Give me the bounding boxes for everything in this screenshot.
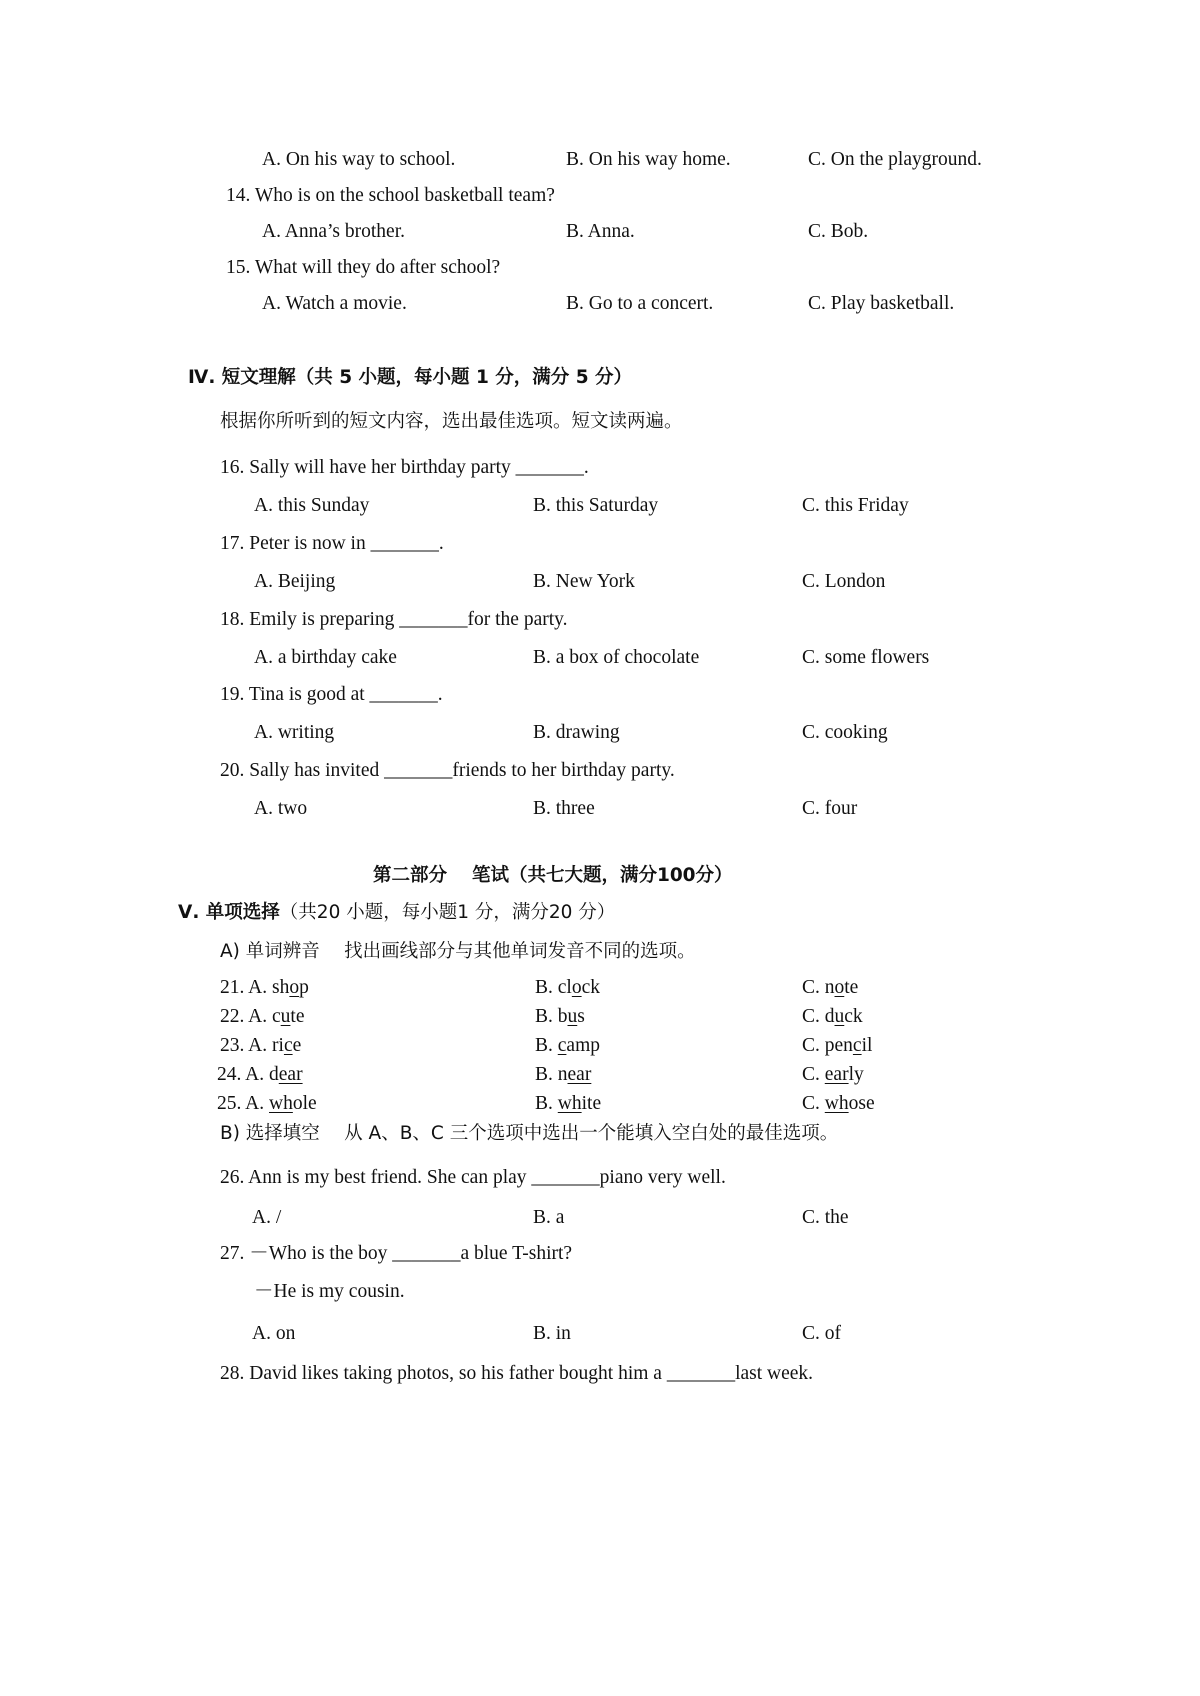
part-2-title: 第二部分 笔试（共七大题，满分100分） [373,865,733,886]
option-27a: A. on [252,1323,296,1344]
option-20c: C. four [802,798,858,819]
option-13b: B. On his way home. [566,149,731,170]
option-27c: C. of [802,1323,841,1344]
pre: B. n [535,1064,568,1085]
num: 23. A. [220,1035,268,1056]
option-26c: C. the [802,1207,849,1228]
phonetics-25a [217,1094,317,1114]
num: 24. A. [217,1064,265,1085]
question-19: 19. Tina is good at _______. [220,684,443,705]
question-28: 28. David likes taking photos, so his father bought him a _______last week. [220,1363,814,1384]
underlined: o [834,977,845,998]
pre: sh [272,977,290,998]
pre: B. b [535,1006,568,1027]
question-26: 26. Ann is my best friend. She can play _______piano very well. [220,1167,726,1188]
underlined: wh [269,1093,293,1114]
pre: ri [272,1035,284,1056]
option-15b: B. Go to a concert. [566,293,714,314]
pre: B. cl [535,977,572,998]
option-18b: B. a box of chocolate [533,647,700,668]
pre: C. pen [802,1035,853,1056]
option-16a: A. this Sunday [254,495,370,516]
pre: B. [535,1093,558,1114]
post: s [577,1006,585,1027]
option-26a: A. / [252,1207,282,1228]
underlined: c [852,1035,862,1056]
option-18a: A. a birthday cake [254,647,397,668]
option-19c: C. cooking [802,722,888,743]
option-13c: C. On the playground. [808,149,982,170]
pre: d [269,1064,279,1085]
option-20b: B. three [533,798,595,819]
phonetics-24c [802,1065,864,1085]
option-15c: C. Play basketball. [808,293,955,314]
section-5-heading-bold: Ⅴ. 单项选择 [178,902,280,923]
post: ck [581,977,600,998]
question-27: 27. －Who is the boy _______a blue T-shirt? [220,1243,573,1264]
underlined: o [289,977,300,998]
phonetics-22b [535,1007,585,1027]
post: ly [848,1064,864,1085]
underlined: u [280,1006,291,1027]
post: ole [292,1093,317,1114]
phonetics-21a [220,978,309,998]
section-5-heading [178,904,615,923]
post: il [861,1035,873,1056]
post: p [299,977,309,998]
post: e [292,1035,302,1056]
question-27-reply: －He is my cousin. [254,1281,405,1302]
phonetics-24b [535,1065,591,1085]
question-17: 17. Peter is now in _______. [220,533,444,554]
post: te [844,977,859,998]
underlined: ear [824,1064,849,1085]
phonetics-23c [802,1036,872,1056]
phonetics-24a [217,1065,303,1085]
phonetics-25c [802,1094,875,1114]
pre: c [272,1006,281,1027]
section-4-instruction: 根据你所听到的短文内容，选出最佳选项。短文读两遍。 [220,411,683,432]
option-20a: A. two [254,798,308,819]
option-13a: A. On his way to school. [262,149,456,170]
option-14b: B. Anna. [566,221,635,242]
underlined: c [283,1035,293,1056]
pre: B. [535,1035,558,1056]
num: 21. A. [220,977,268,998]
option-14c: C. Bob. [808,221,869,242]
pre: C. n [802,977,835,998]
underlined: u [567,1006,578,1027]
cloze-instruction: B) 选择填空 从 A、B、C 三个选项中选出一个能填入空白处的最佳选项。 [220,1123,839,1144]
question-18: 18. Emily is preparing _______for the party. [220,609,568,630]
section-5-heading-rest: （共20 小题，每小题1 分，满分20 分） [279,902,616,923]
pre: C. [802,1093,825,1114]
phonetics-instruction: A) 单词辨音 找出画线部分与其他单词发音不同的选项。 [220,941,696,962]
pre: C. [802,1064,825,1085]
phonetics-21c [802,978,858,998]
post: te [290,1006,305,1027]
question-20: 20. Sally has invited _______friends to her birthday party. [220,760,675,781]
option-17b: B. New York [533,571,635,592]
question-15: 15. What will they do after school? [226,257,501,278]
question-14: 14. Who is on the school basketball team? [226,185,555,206]
underlined: u [834,1006,845,1027]
section-4-heading: Ⅳ. 短文理解（共 5 小题，每小题 1 分，满分 5 分） [188,367,633,388]
option-14a: A. Anna’s brother. [262,221,405,242]
option-15a: A. Watch a movie. [262,293,407,314]
num: 25. A. [217,1093,265,1114]
option-18c: C. some flowers [802,647,930,668]
option-26b: B. a [533,1207,565,1228]
phonetics-23a [220,1036,301,1056]
post: ose [848,1093,875,1114]
underlined: wh [557,1093,582,1114]
pre: C. d [802,1006,835,1027]
post: ite [581,1093,602,1114]
option-16b: B. this Saturday [533,495,659,516]
underlined: o [571,977,582,998]
post: amp [566,1035,600,1056]
phonetics-21b [535,978,600,998]
option-17a: A. Beijing [254,571,336,592]
phonetics-22c [802,1007,863,1027]
phonetics-22a [220,1007,305,1027]
post: ck [844,1006,863,1027]
option-19a: A. writing [254,722,335,743]
underlined: ear [567,1064,592,1085]
num: 22. A. [220,1006,268,1027]
option-27b: B. in [533,1323,571,1344]
phonetics-25b [535,1094,601,1114]
underlined: wh [824,1093,849,1114]
option-19b: B. drawing [533,722,620,743]
option-16c: C. this Friday [802,495,909,516]
question-16: 16. Sally will have her birthday party _______. [220,457,589,478]
underlined: ear [278,1064,303,1085]
option-17c: C. London [802,571,886,592]
phonetics-23b [535,1036,600,1056]
underlined: c [557,1035,567,1056]
